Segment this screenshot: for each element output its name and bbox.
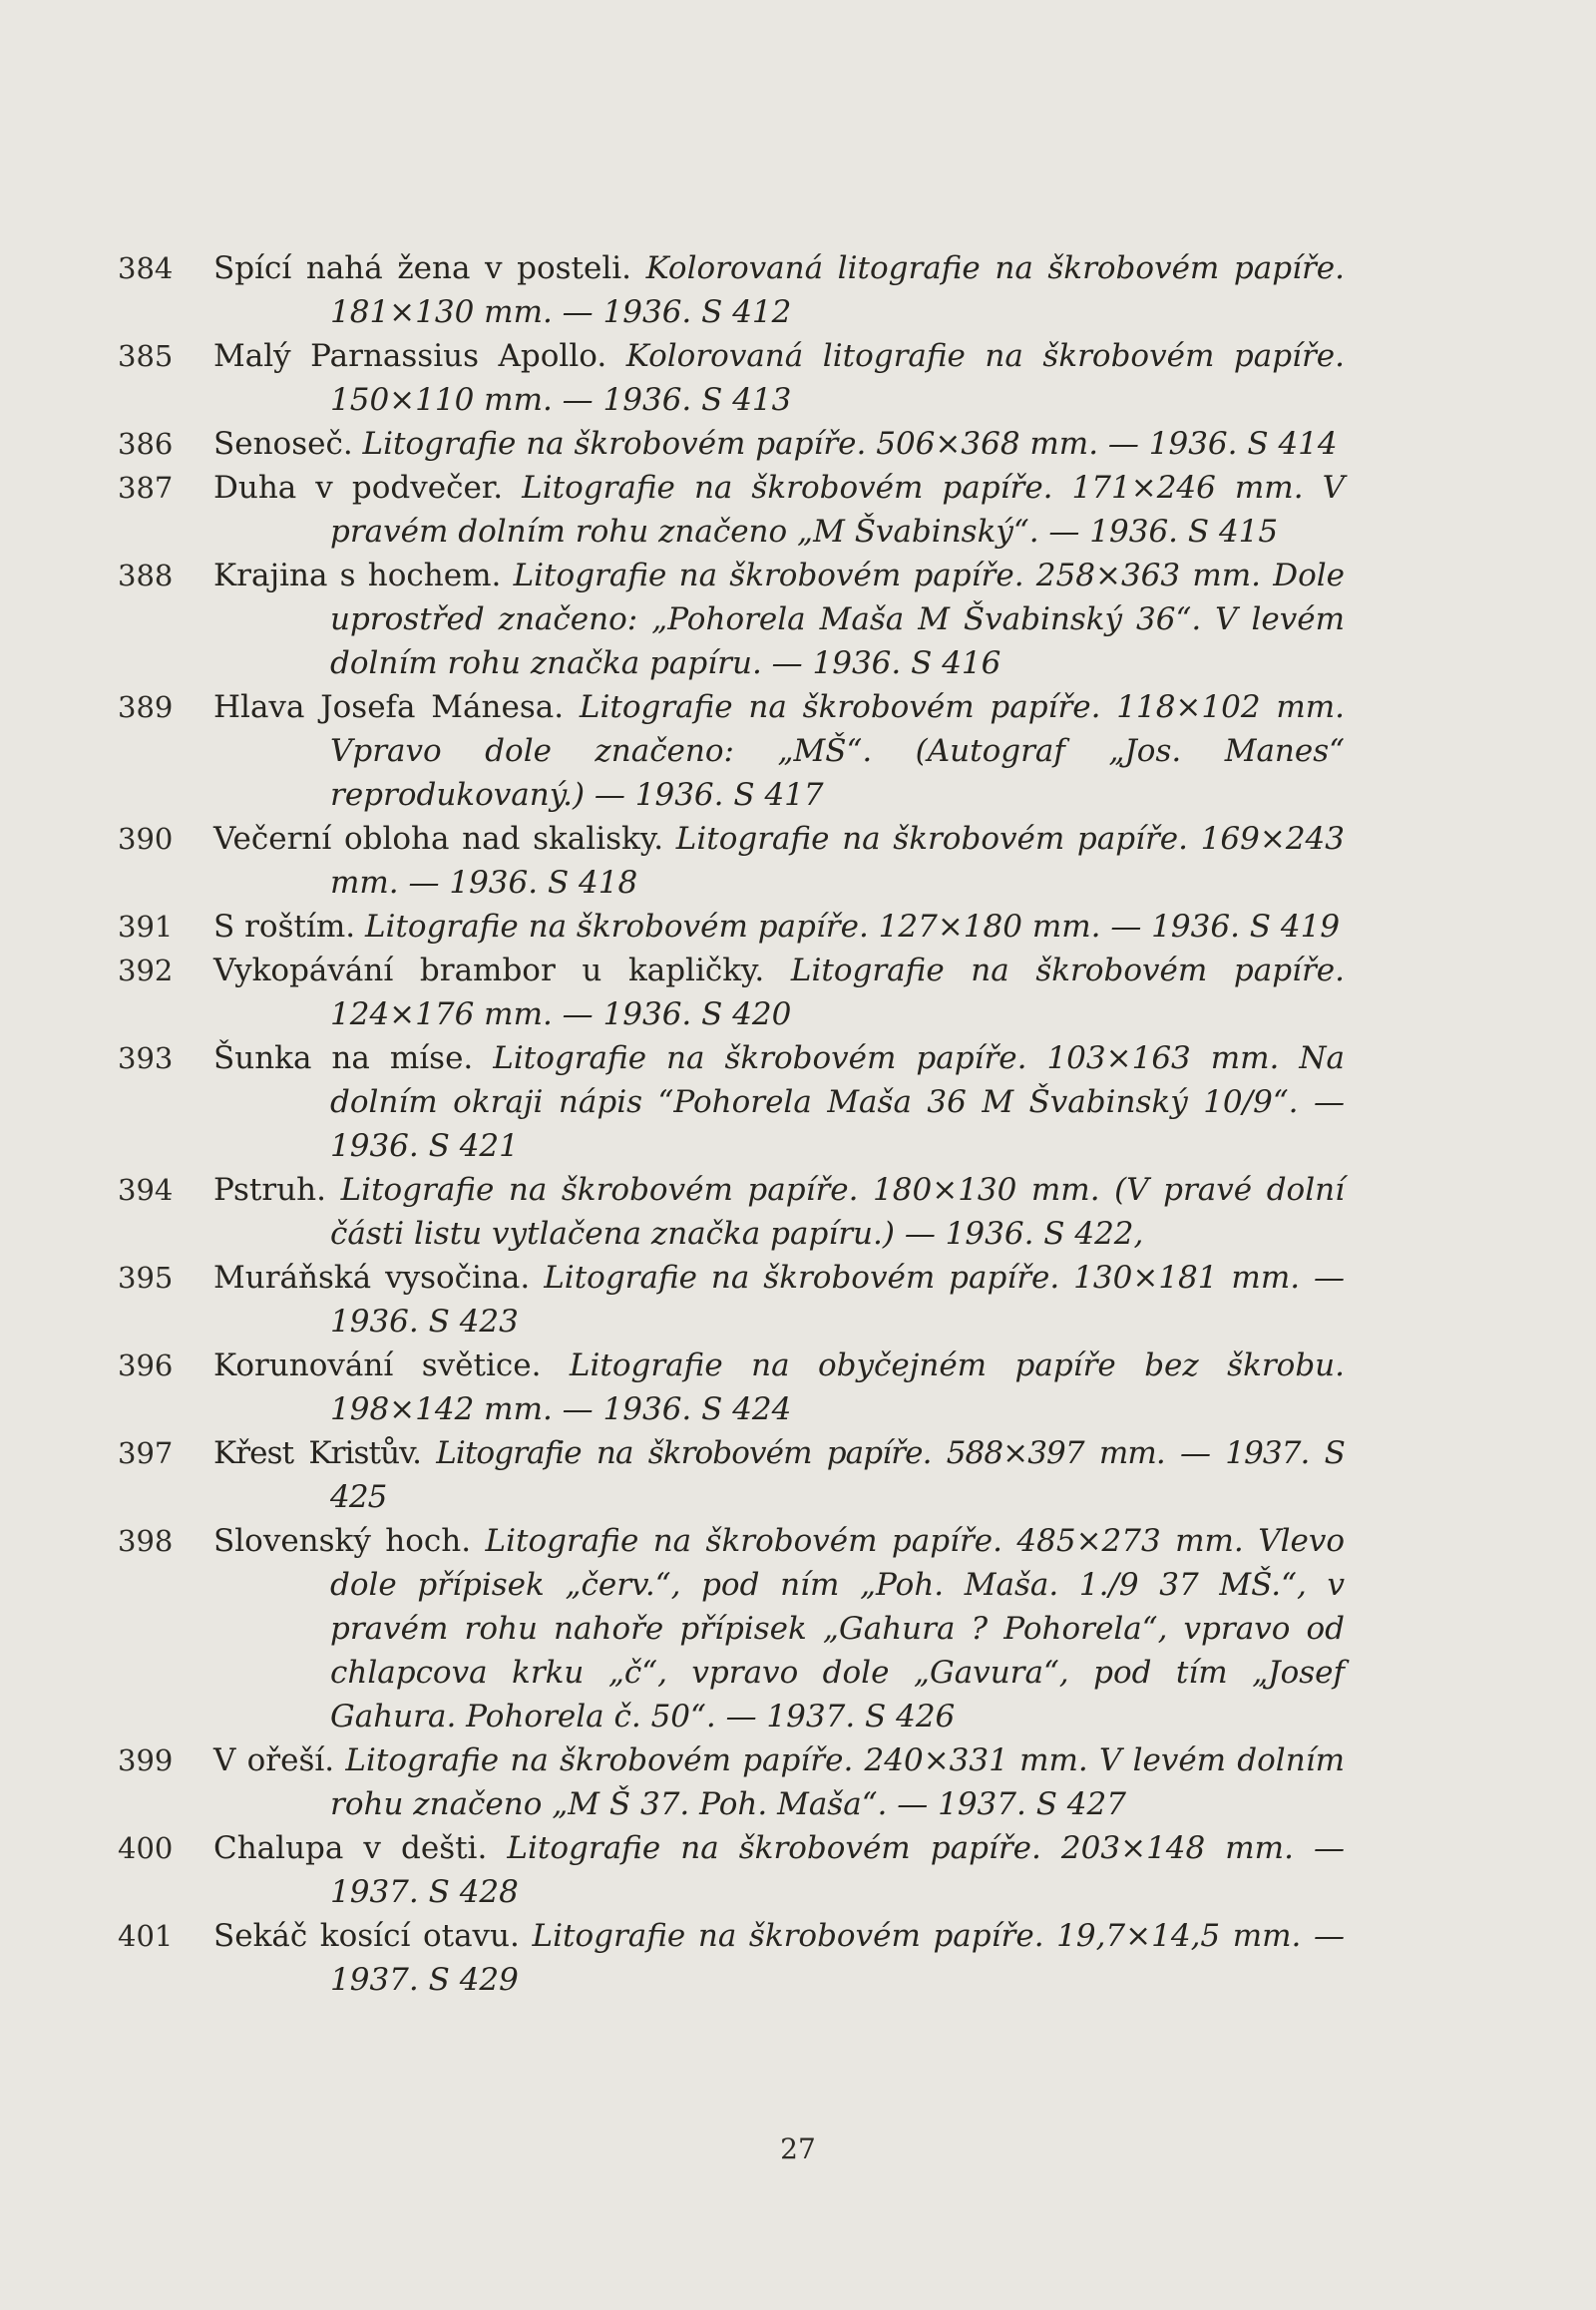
entry-number: 385 — [118, 339, 174, 373]
entry-description: Litografie na škrobovém papíře. 130×181 mm. — 1936. S 423 — [330, 1260, 1345, 1340]
entry-text — [213, 1344, 1345, 1431]
entry-text — [213, 334, 1345, 422]
page-number: 27 — [780, 2132, 816, 2165]
entry-description: Litografie na škrobovém papíře. 258×363 mm. Dole uprostřed značeno: „Pohorela Maša M Švabinský 36“. V levém dolním rohu značka papíru. — 1936. S 416 — [330, 558, 1345, 681]
entry-text — [213, 1168, 1345, 1256]
entry-text — [213, 422, 1345, 466]
entry-text — [213, 1036, 1345, 1168]
entry-description: Litografie na škrobovém papíře. 485×273 mm. Vlevo dole přípisek „červ.“, pod ním „Poh. Maša. 1./9 37 MŠ.“, v pravém rohu nahoře přípisek „Gahura ? Pohorela“, vpravo od chlapcova krku „č“, vpravo dole „Gavura“, pod tím „Josef Gahura. Pohorela č. 50“. — 1937. S 426 — [330, 1523, 1346, 1734]
entry-description: Litografie na škrobovém papíře. 203×148 mm. — 1937. S 428 — [330, 1830, 1345, 1910]
entry-text — [213, 466, 1345, 554]
catalog-entry — [118, 905, 1345, 949]
entry-title: Spící nahá žena v posteli. — [213, 250, 632, 286]
entry-number: 395 — [118, 1261, 174, 1295]
entry-title: Večerní obloha nad skalisky. — [213, 821, 664, 857]
catalog-entry — [118, 554, 1345, 685]
catalog-entry — [118, 1168, 1345, 1256]
catalog-entry — [118, 1256, 1345, 1344]
entry-title: V ořeší. — [213, 1742, 335, 1778]
entry-text — [213, 1431, 1345, 1519]
entry-title: Slovenský hoch. — [213, 1523, 472, 1559]
catalog-entry — [118, 817, 1345, 905]
entry-text — [213, 1738, 1345, 1826]
entry-text — [213, 1256, 1345, 1344]
entry-number: 391 — [118, 910, 174, 944]
entry-description: Litografie na škrobovém papíře. 118×102 mm. Vpravo dole značeno: „MŠ“. (Autograf „Jos. Manes“ reprodukovaný.) — 1936. S 417 — [330, 689, 1345, 813]
catalog-entry — [118, 1738, 1345, 1826]
entry-description: Litografie na škrobovém papíře. 127×180 mm. — 1936. S 419 — [364, 909, 1341, 945]
entry-number: 400 — [118, 1831, 174, 1865]
entry-text — [213, 905, 1345, 949]
entry-title: Šunka na míse. — [213, 1040, 474, 1076]
entry-text — [213, 817, 1345, 905]
entry-number: 388 — [118, 559, 174, 592]
entry-text — [213, 1914, 1345, 2002]
entry-text — [213, 949, 1345, 1036]
entry-title: Senoseč. — [213, 426, 353, 462]
entry-description: Litografie na škrobovém papíře. 171×246 mm. V pravém dolním rohu značeno „M Švabinský“. — 1936. S 415 — [330, 470, 1345, 550]
entry-title: Hlava Josefa Mánesa. — [213, 689, 565, 725]
entry-description: Litografie na škrobovém papíře. 506×368 mm. — 1936. S 414 — [362, 426, 1338, 462]
entry-description: Kolorovaná litografie na škrobovém papíře. 150×110 mm. — 1936. S 413 — [330, 338, 1345, 418]
entry-title: Křest Kristův. — [213, 1435, 422, 1471]
entry-title: Muráňská vysočina. — [213, 1260, 531, 1296]
catalog-entry — [118, 1826, 1345, 1914]
entry-number: 396 — [118, 1348, 174, 1382]
catalog-entries-list — [118, 246, 1345, 2002]
entry-title: S roštím. — [213, 909, 356, 945]
entry-number: 389 — [118, 690, 174, 724]
catalog-entry — [118, 685, 1345, 817]
entry-title: Korunování světice. — [213, 1348, 542, 1383]
entry-text — [213, 246, 1345, 334]
entry-title: Vykopávání brambor u kapličky. — [213, 953, 765, 988]
catalog-entry — [118, 334, 1345, 422]
entry-text — [213, 1826, 1345, 1914]
entry-title: Malý Parnassius Apollo. — [213, 338, 607, 374]
entry-number: 399 — [118, 1743, 174, 1777]
entry-description: Litografie na škrobovém papíře. 240×331 mm. V levém dolním rohu značeno „M Š 37. Poh. Maša“. — 1937. S 427 — [330, 1742, 1346, 1822]
entry-description: Litografie na škrobovém papíře. 180×130 mm. (V pravé dolní části listu vytlačena značka papíru.) — 1936. S 422, — [330, 1172, 1346, 1252]
entry-title: Pstruh. — [213, 1172, 326, 1208]
entry-description: Kolorovaná litografie na škrobovém papíře. 181×130 mm. — 1936. S 412 — [330, 250, 1345, 330]
catalog-entry — [118, 1519, 1345, 1738]
entry-title: Krajina s hochem. — [213, 558, 502, 593]
entry-number: 398 — [118, 1524, 174, 1558]
catalog-entry — [118, 1431, 1345, 1519]
entry-title: Sekáč kosící otavu. — [213, 1918, 520, 1954]
catalog-entry — [118, 246, 1345, 334]
catalog-entry — [118, 1914, 1345, 2002]
entry-number: 387 — [118, 471, 174, 505]
entry-description: Litografie na škrobovém papíře. 588×397 mm. — 1937. S 425 — [330, 1435, 1345, 1515]
catalog-entry — [118, 422, 1345, 466]
entry-text — [213, 554, 1345, 685]
entry-number: 394 — [118, 1173, 174, 1207]
entry-text — [213, 1519, 1345, 1738]
entry-number: 397 — [118, 1436, 174, 1470]
entry-number: 386 — [118, 427, 174, 461]
entry-title: Chalupa v dešti. — [213, 1830, 488, 1866]
catalog-entry — [118, 949, 1345, 1036]
entry-description: Litografie na škrobovém papíře. 19,7×14,5 mm. — 1937. S 429 — [330, 1918, 1345, 1998]
entry-description: Litografie na škrobovém papíře. 124×176 mm. — 1936. S 420 — [330, 953, 1345, 1032]
entry-description: Litografie na obyčejném papíře bez škrobu. 198×142 mm. — 1936. S 424 — [330, 1348, 1346, 1427]
entry-title: Duha v podvečer. — [213, 470, 504, 506]
catalog-entry — [118, 1036, 1345, 1168]
entry-number: 392 — [118, 954, 174, 987]
entry-number: 390 — [118, 822, 174, 856]
entry-text — [213, 685, 1345, 817]
entry-description: Litografie na škrobovém papíře. 169×243 mm. — 1936. S 418 — [330, 821, 1345, 901]
catalog-entry — [118, 1344, 1345, 1431]
entry-number: 393 — [118, 1041, 174, 1075]
entry-number: 401 — [118, 1919, 174, 1953]
catalog-entry — [118, 466, 1345, 554]
entry-number: 384 — [118, 251, 174, 285]
entry-description: Litografie na škrobovém papíře. 103×163 mm. Na dolním okraji nápis “Pohorela Maša 36 M Švabinský 10/9“. — 1936. S 421 — [330, 1040, 1345, 1164]
